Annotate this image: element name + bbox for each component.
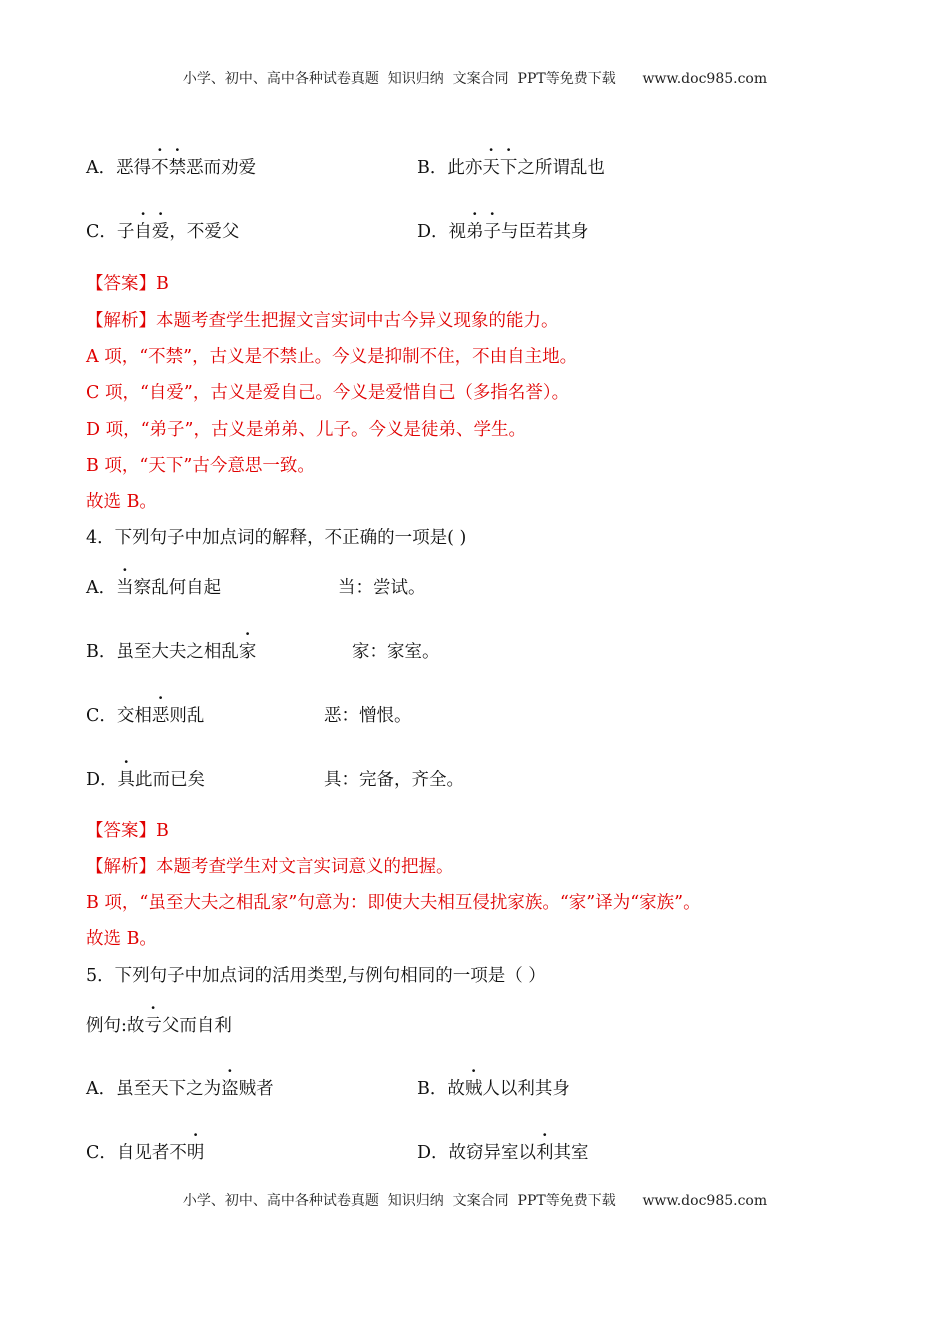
option-label: D． — [86, 770, 118, 790]
option-text-post: 人以利其身 — [482, 1079, 570, 1099]
example-text-post: 父而自利 — [161, 1016, 232, 1036]
option-text-pre: 视 — [448, 222, 467, 242]
option-text-post: 与臣若其身 — [501, 222, 589, 242]
q4-analysis-line: 【解析】本题考查学生对文言实词意义的把握。 — [86, 857, 454, 877]
dotted-word: 不 — [151, 158, 169, 178]
q4-option-d — [86, 768, 205, 792]
page-header: 小学、初中、高中各种试卷真题 知识归纳 文案合同 PPT等免费下载 www.doc985.com — [182, 71, 768, 87]
option-text-post: 察乱何自起 — [133, 578, 222, 598]
option-text-post: 则乱 — [169, 706, 205, 726]
option-text-pre: 此亦 — [447, 158, 483, 178]
q4-gloss-c: 恶：憎恨。 — [324, 706, 412, 726]
q5-example — [86, 1014, 232, 1038]
q5-option-a — [86, 1077, 274, 1101]
option-text-pre: 故 — [447, 1079, 465, 1099]
q5-stem: 5．下列句子中加点词的活用类型,与例句相同的一项是（ ） — [86, 966, 546, 986]
dotted-word: 具 — [117, 770, 136, 790]
dotted-word: 爱 — [151, 222, 170, 242]
dotted-word: 天 — [482, 158, 500, 178]
option-text-post: ，不爱父 — [169, 222, 240, 242]
option-text-pre: 自见者不 — [116, 1143, 187, 1163]
dotted-word: 当 — [116, 578, 134, 598]
option-label: A． — [86, 578, 117, 598]
option-label: A． — [86, 1079, 117, 1099]
q4-option-c — [86, 704, 204, 728]
example-text-pre: 例句:故 — [86, 1016, 145, 1036]
option-text-post: 恶而劝爱 — [186, 158, 257, 178]
dotted-word: 利 — [536, 1143, 554, 1163]
dotted-word: 盗 — [221, 1079, 239, 1099]
q3-option-d — [417, 220, 589, 244]
option-label: A． — [86, 158, 117, 178]
dotted-word: 下 — [499, 158, 518, 178]
dotted-word: 贼 — [464, 1079, 483, 1099]
q5-option-b — [417, 1077, 570, 1101]
q4-stem: 4．下列句子中加点词的解释，不正确的一项是( ) — [86, 528, 467, 548]
option-text-post: 贼者 — [238, 1079, 274, 1099]
option-text-pre: 虽至大夫之相乱 — [116, 642, 239, 662]
q4-analysis-line: B 项，“虽至大夫之相乱家”句意为：即使大夫相互侵扰家族。“家”译为“家族”。 — [86, 893, 701, 913]
q4-option-b — [86, 640, 256, 664]
q3-analysis-line: B 项，“天下”古今意思一致。 — [86, 456, 315, 476]
q3-analysis-line: D 项，“弟子”，古义是弟弟、儿子。今义是徒弟、学生。 — [86, 420, 526, 440]
q4-gloss-d: 具：完备，齐全。 — [324, 770, 464, 790]
option-text-post: 此而已矣 — [135, 770, 206, 790]
q4-gloss-a: 当：尝试。 — [338, 578, 426, 598]
option-label: C． — [86, 706, 117, 726]
q4-option-a — [86, 576, 221, 600]
option-text-post: 之所谓乱也 — [517, 158, 605, 178]
q3-analysis-line: A 项，“不禁”，古义是不禁止。今义是抑制不住，不由自主地。 — [86, 347, 578, 367]
q4-gloss-b: 家：家室。 — [352, 642, 440, 662]
q3-option-b — [417, 156, 605, 180]
q3-option-a — [86, 156, 256, 180]
q3-analysis-line: 【解析】本题考查学生把握文言实词中古今异义现象的能力。 — [86, 311, 559, 331]
option-label: C． — [86, 222, 117, 242]
q3-answer: 【答案】B — [86, 274, 169, 294]
option-text-pre: 恶得 — [116, 158, 152, 178]
option-text-pre: 子 — [116, 222, 135, 242]
dotted-word: 禁 — [168, 158, 187, 178]
q4-answer: 【答案】B — [86, 821, 169, 841]
q4-analysis-line: 故选 B。 — [86, 929, 157, 949]
dotted-word: 子 — [483, 222, 502, 242]
dotted-word: 自 — [134, 222, 152, 242]
dotted-word: 亏 — [144, 1016, 162, 1036]
option-text-pre: 虽至天下之为 — [116, 1079, 222, 1099]
option-text-post: 其室 — [553, 1143, 589, 1163]
q5-option-d — [417, 1141, 589, 1165]
option-label: D． — [417, 1143, 449, 1163]
option-label: C． — [86, 1143, 117, 1163]
option-label: B． — [86, 642, 117, 662]
dotted-word: 家 — [238, 642, 257, 662]
q3-analysis-line: 故选 B。 — [86, 492, 157, 512]
dotted-word: 明 — [186, 1143, 205, 1163]
option-label: D． — [417, 222, 449, 242]
option-label: B． — [417, 158, 448, 178]
option-text-pre: 交相 — [116, 706, 152, 726]
page-footer: 小学、初中、高中各种试卷真题 知识归纳 文案合同 PPT等免费下载 www.doc985.com — [182, 1193, 768, 1209]
option-text-pre: 故窃异室以 — [448, 1143, 537, 1163]
option-label: B． — [417, 1079, 448, 1099]
q3-analysis-line: C 项，“自爱”，古义是爱自己。今义是爱惜自己（多指名誉）。 — [86, 383, 570, 403]
q5-option-c — [86, 1141, 204, 1165]
q3-option-c — [86, 220, 239, 244]
dotted-word: 恶 — [151, 706, 170, 726]
dotted-word: 弟 — [466, 222, 484, 242]
